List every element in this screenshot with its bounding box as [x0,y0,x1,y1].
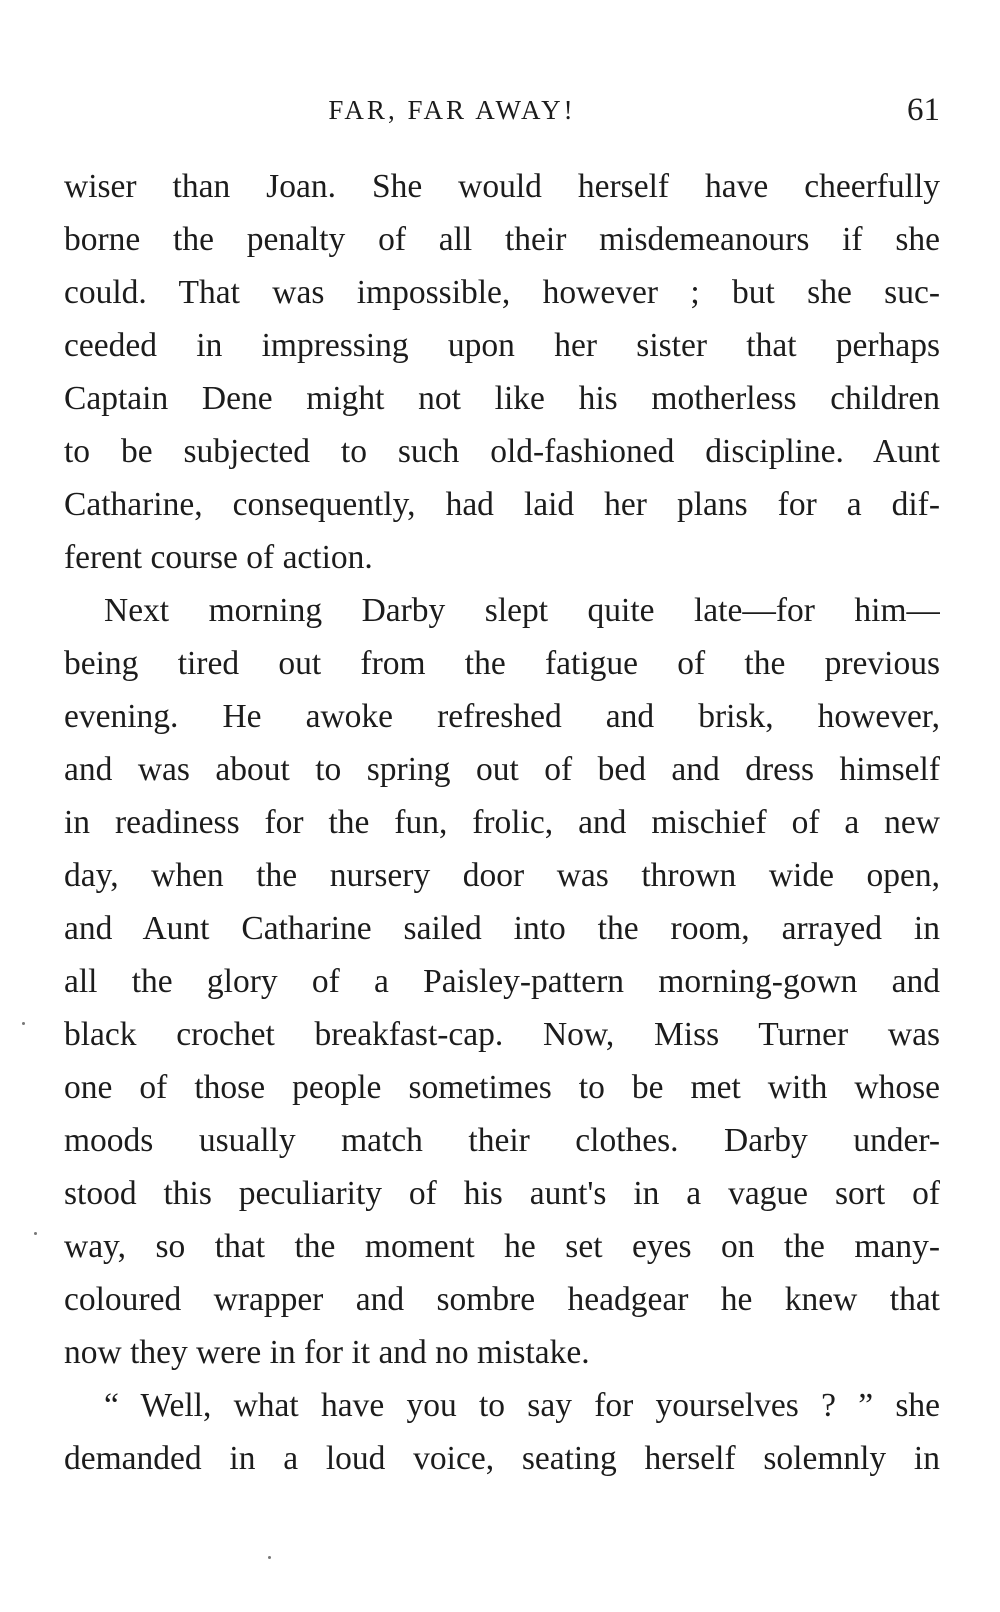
text-line: and Aunt Catharine sailed into the room, arrayed in [64,910,940,947]
text-line: stood this peculiarity of his aunt's in a vague sort of [64,1175,940,1212]
text-line: in readiness for the fun, frolic, and mischief of a new [64,804,940,841]
scan-speck [22,1022,25,1025]
text-line: now they were in for it and no mistake. [64,1334,590,1371]
text-line: way, so that the moment he set eyes on the many- [64,1228,940,1265]
text-line: Captain Dene might not like his motherless children [64,380,940,417]
text-line: wiser than Joan. She would herself have cheerfully [64,168,940,205]
text-line: ceeded in impressing upon her sister that perhaps [64,327,940,364]
text-line: and was about to spring out of bed and dress himself [64,751,940,788]
text-line: ferent course of action. [64,539,373,576]
text-line: demanded in a loud voice, seating herself solemnly in [64,1440,940,1477]
running-title: FAR, FAR AWAY! [328,95,576,125]
text-line: Next morning Darby slept quite late—for him— [104,592,940,629]
text-line: all the glory of a Paisley-pattern morning-gown and [64,963,940,1000]
text-line: being tired out from the fatigue of the previous [64,645,940,682]
text-line: borne the penalty of all their misdemeanours if she [64,221,940,258]
page-header [64,88,940,132]
text-line: Catharine, consequently, had laid her plans for a dif- [64,486,940,523]
body-text [64,160,940,1485]
page-number: 61 [907,92,940,128]
scan-speck [268,1556,271,1559]
text-line: day, when the nursery door was thrown wide open, [64,857,940,894]
text-line: to be subjected to such old-fashioned discipline. Aunt [64,433,940,470]
text-line: evening. He awoke refreshed and brisk, however, [64,698,940,735]
text-line: moods usually match their clothes. Darby under- [64,1122,940,1159]
text-line: one of those people sometimes to be met with whose [64,1069,940,1106]
scan-speck [34,1232,37,1235]
text-line: black crochet breakfast-cap. Now, Miss Turner was [64,1016,940,1053]
text-line: “ Well, what have you to say for yourselves ? ” she [104,1387,940,1424]
text-line: coloured wrapper and sombre headgear he knew that [64,1281,940,1318]
text-line: could. That was impossible, however ; but she suc- [64,274,940,311]
